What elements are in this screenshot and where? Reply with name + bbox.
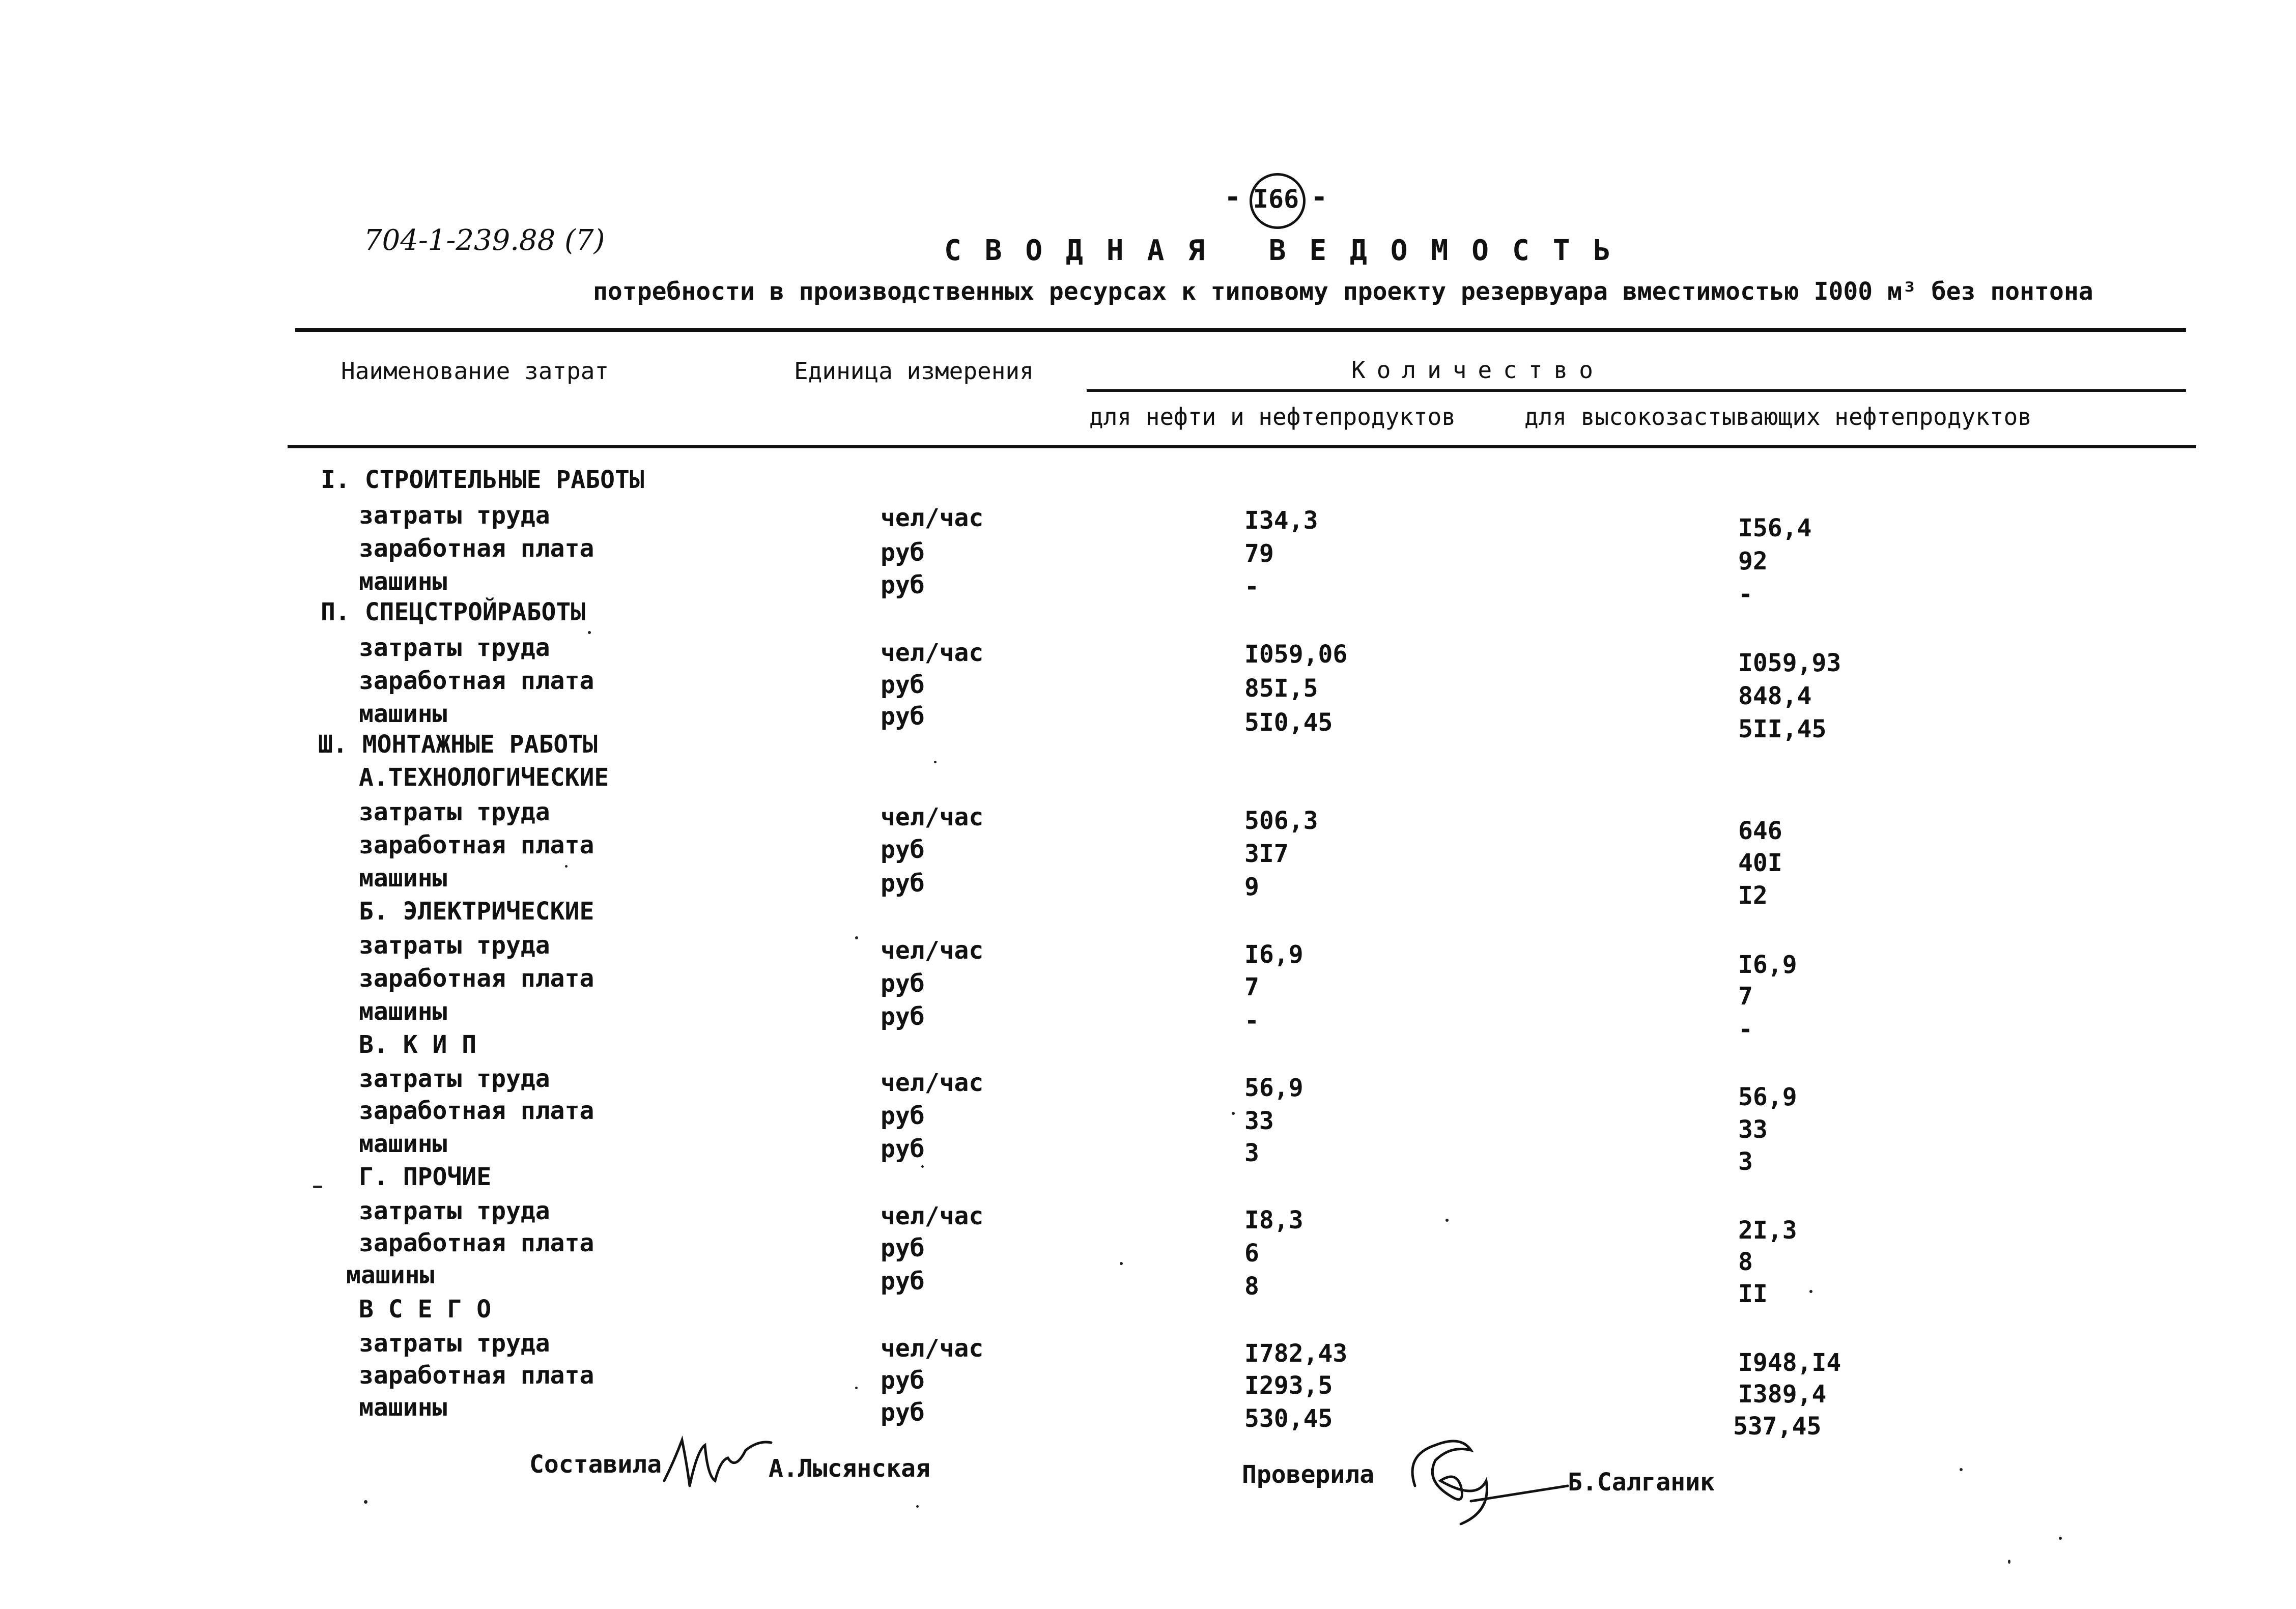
- row-name: машины: [359, 864, 447, 893]
- row-name: затраты труда: [359, 634, 550, 662]
- row-value-viscous: I2: [1738, 881, 1768, 910]
- scan-speck: [588, 631, 591, 634]
- row-value-viscous: 537,45: [1733, 1412, 1822, 1441]
- row-unit: руб: [881, 1135, 925, 1163]
- row-value-oil: 79: [1244, 539, 1274, 568]
- row-name: затраты труда: [359, 501, 550, 530]
- subsection-title: Б. ЭЛЕКТРИЧЕСКИЕ: [359, 897, 594, 926]
- row-name: машины: [359, 700, 447, 728]
- table-header-bottom-rule: [288, 445, 2196, 448]
- checked-by-name: Б.Салганик: [1568, 1468, 1715, 1497]
- subsection-title: В. К И П: [359, 1030, 477, 1059]
- row-value-oil: 506,3: [1244, 807, 1318, 835]
- signature-compiled: [659, 1430, 776, 1501]
- column-header-unit: Единица измерения: [794, 357, 1034, 385]
- row-unit: руб: [881, 1366, 925, 1395]
- row-unit: чел/час: [881, 1202, 984, 1230]
- scan-speck: [2008, 1560, 2010, 1564]
- row-value-viscous: 2I,3: [1738, 1216, 1797, 1245]
- row-value-oil: 9: [1244, 873, 1259, 901]
- row-unit: руб: [881, 702, 925, 731]
- section-title: Ш. МОНТАЖНЫЕ РАБОТЫ: [318, 730, 598, 759]
- row-name: заработная плата: [359, 1097, 594, 1125]
- row-name: машины: [359, 567, 447, 596]
- row-unit: руб: [881, 1267, 925, 1296]
- scan-speck: [921, 1165, 924, 1168]
- checked-by-label: Проверила: [1242, 1460, 1375, 1489]
- scan-speck: [1960, 1468, 1963, 1471]
- row-value-oil: I293,5: [1244, 1371, 1333, 1400]
- row-name: затраты труда: [359, 798, 550, 826]
- row-value-viscous: -: [1738, 1015, 1753, 1044]
- scan-speck: [2059, 1537, 2062, 1540]
- row-unit: руб: [881, 671, 925, 699]
- signature-checked: [1395, 1425, 1573, 1532]
- scan-speck: [855, 936, 858, 939]
- row-value-oil: 530,45: [1244, 1404, 1333, 1433]
- row-value-oil: 8: [1244, 1272, 1259, 1301]
- row-unit: чел/час: [881, 803, 984, 831]
- row-value-viscous: -: [1738, 580, 1753, 609]
- row-unit: руб: [881, 969, 925, 998]
- row-name: машины: [346, 1261, 435, 1289]
- row-value-oil: I059,06: [1244, 640, 1348, 669]
- row-value-oil: 56,9: [1244, 1074, 1303, 1102]
- row-unit: руб: [881, 1002, 925, 1031]
- row-value-viscous: II: [1738, 1280, 1768, 1308]
- row-unit: руб: [881, 571, 925, 599]
- row-value-oil: I34,3: [1244, 506, 1318, 535]
- row-name: затраты труда: [359, 931, 550, 960]
- row-value-viscous: 5II,45: [1738, 715, 1827, 743]
- row-name: машины: [359, 1130, 447, 1158]
- column-header-name: Наименование затрат: [341, 357, 609, 385]
- row-value-oil: 7: [1244, 973, 1259, 1001]
- row-name: заработная плата: [359, 964, 594, 993]
- subsection-title: А.ТЕХНОЛОГИЧЕСКИЕ: [359, 763, 609, 792]
- row-value-viscous: 33: [1738, 1115, 1768, 1144]
- row-name: затраты труда: [359, 1065, 550, 1093]
- row-value-viscous: 8: [1738, 1248, 1753, 1276]
- row-name: машины: [359, 997, 447, 1026]
- scan-speck: [916, 1505, 919, 1508]
- row-value-viscous: I56,4: [1738, 514, 1812, 542]
- row-name: заработная плата: [359, 1361, 594, 1390]
- row-unit: чел/час: [881, 1069, 984, 1097]
- row-value-oil: 3I7: [1244, 840, 1289, 868]
- subsection-title: Г. ПРОЧИЕ: [359, 1163, 492, 1191]
- document-title: СВОДНАЯ ВЕДОМОСТЬ: [944, 234, 1634, 267]
- row-name: заработная плата: [359, 831, 594, 859]
- compiled-by-label: Составила: [529, 1450, 662, 1479]
- row-value-oil: I6,9: [1244, 940, 1303, 969]
- row-value-oil: -: [1244, 572, 1259, 601]
- row-value-oil: 6: [1244, 1239, 1259, 1268]
- row-unit: руб: [881, 836, 925, 864]
- document-subtitle: потребности в производственных ресурсах к типовому проекту резервуара вместимостью I000 м³ без понтона: [593, 277, 2093, 306]
- scan-speck: [934, 761, 937, 763]
- section-title: П. СПЕЦСТРОЙРАБОТЫ: [321, 598, 586, 626]
- row-name: заработная плата: [359, 534, 594, 563]
- page-dash-right: -: [1311, 181, 1328, 214]
- row-value-viscous: 56,9: [1738, 1083, 1797, 1111]
- scan-speck: [1445, 1219, 1449, 1222]
- row-unit: руб: [881, 869, 925, 898]
- row-name: заработная плата: [359, 1229, 594, 1257]
- row-value-viscous: I389,4: [1738, 1380, 1827, 1409]
- row-value-oil: 5I0,45: [1244, 708, 1333, 737]
- scan-speck: [1809, 1290, 1812, 1293]
- row-value-oil: -: [1244, 1007, 1259, 1035]
- row-name: затраты труда: [359, 1197, 550, 1225]
- page-dash-left: -: [1224, 181, 1241, 214]
- row-unit: руб: [881, 1398, 925, 1427]
- row-value-viscous: I6,9: [1738, 951, 1797, 979]
- row-value-viscous: 848,4: [1738, 682, 1812, 710]
- row-unit: чел/час: [881, 639, 984, 667]
- page-number: I66: [1253, 184, 1299, 214]
- row-unit: чел/час: [881, 936, 984, 965]
- scan-speck: [855, 1387, 858, 1389]
- row-value-oil: 33: [1244, 1107, 1274, 1135]
- row-unit: руб: [881, 1102, 925, 1130]
- column-header-quantity: Количество: [1351, 356, 1604, 384]
- row-value-oil: 3: [1244, 1139, 1259, 1167]
- row-name: заработная плата: [359, 667, 594, 695]
- row-value-viscous: I059,93: [1738, 649, 1841, 677]
- row-value-viscous: I948,I4: [1738, 1348, 1841, 1377]
- row-value-viscous: 92: [1738, 547, 1768, 576]
- row-value-oil: I8,3: [1244, 1206, 1303, 1234]
- row-unit: чел/час: [881, 1334, 984, 1363]
- row-unit: руб: [881, 538, 925, 567]
- column-header-qty-oil: для нефти и нефтепродуктов: [1089, 403, 1456, 430]
- row-name: затраты труда: [359, 1329, 550, 1358]
- row-name: машины: [359, 1393, 447, 1422]
- table-top-rule: [295, 328, 2186, 332]
- quantity-divider-rule: [1087, 389, 2186, 392]
- column-header-qty-viscous: для высокозастывающих нефтепродуктов: [1524, 403, 2032, 430]
- scan-speck: [565, 865, 568, 868]
- scan-speck: [364, 1500, 367, 1504]
- row-value-viscous: 3: [1738, 1147, 1753, 1176]
- row-unit: руб: [881, 1234, 925, 1262]
- row-value-oil: I782,43: [1244, 1339, 1348, 1368]
- row-value-viscous: 7: [1738, 982, 1753, 1011]
- document-code: 704-1-239.88 (7): [364, 224, 605, 257]
- row-value-oil: 85I,5: [1244, 674, 1318, 703]
- scan-speck: [1232, 1112, 1235, 1115]
- compiled-by-name: А.Лысянская: [769, 1454, 930, 1483]
- scan-speck: [1120, 1262, 1123, 1265]
- row-value-viscous: 40I: [1738, 849, 1782, 877]
- section-title: I. СТРОИТЕЛЬНЫЕ РАБОТЫ: [321, 466, 644, 494]
- subsection-title: В С Е Г О: [359, 1295, 492, 1324]
- scan-speck: [313, 1186, 322, 1188]
- row-value-viscous: 646: [1738, 817, 1782, 845]
- row-unit: чел/час: [881, 504, 984, 532]
